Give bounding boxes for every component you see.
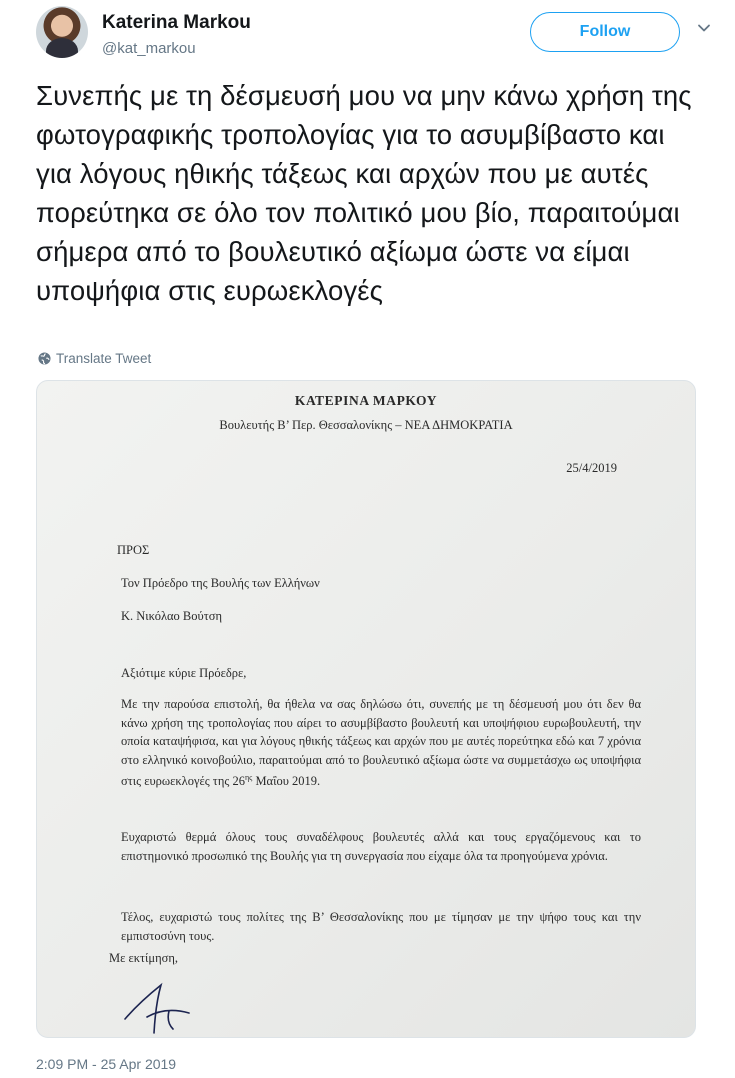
translate-label[interactable]: Translate Tweet — [56, 351, 152, 366]
tweet-text: Συνεπής με τη δέσμευσή μου να μην κάνω χρήση της φωτογραφικής τροπολογίας για το ασυμβίβαστο και για λόγους ηθικής τάξεως και αρχών που με αυτές πορεύτηκα σε όλο τον πολιτικό μου βίο, παραιτούμαι σήμερα από το βουλευτικό αξίωμα ώστε να είμαι υποψήφια στις ευρωεκλογές — [36, 80, 692, 306]
letter-paragraph-3: Τέλος, ευχαριστώ τους πολίτες της Β’ Θεσσαλονίκης που με τίμησαν με την ψήφο τους και την εμπιστοσύνη τους. — [121, 910, 641, 943]
letter-paragraph-1-text: Με την παρούσα επιστολή, θα ήθελα να σας δηλώσω ότι, συνεπής με τη δέσμευσή μου ότι δεν θα κάνω χρήση της τροπολογίας που αίρει το ασυμβίβαστο βουλευτή και υποψήφιου ευρωβουλευτή, την οποία καταψήφισα, και για λόγους ηθικής τάξεως και αρχών που με αυτές πορεύτηκα εδώ και 7 χρόνια στο ελληνικό κοινοβούλιο, παραιτούμαι από το βουλευτικό αξίωμα ώστε να συμμετάσχω ως υποψήφια στις ευρωεκλογές της 26 — [121, 697, 641, 789]
avatar[interactable] — [36, 6, 88, 58]
letter-recipient-line2: Κ. Νικόλαο Βούτση — [121, 609, 223, 623]
translate-tweet-link[interactable] — [38, 351, 151, 366]
letter-document — [37, 381, 695, 1037]
letter-paragraph-1-end: Μαΐου 2019. — [252, 774, 321, 789]
letter-ordinal-suffix: ης — [244, 773, 253, 782]
tweet-photo[interactable] — [36, 380, 696, 1038]
signature — [117, 975, 207, 1035]
follow-button[interactable]: Follow — [530, 12, 680, 52]
letter-closing: Με εκτίμηση, — [109, 951, 179, 965]
letter-sender-name: ΚΑΤΕΡΙΝΑ ΜΑΡΚΟΥ — [294, 393, 438, 408]
letter-date: 25/4/2019 — [566, 461, 617, 475]
chevron-down-icon[interactable] — [696, 20, 712, 36]
letter-pros: ΠΡΟΣ — [117, 543, 150, 557]
letter-paragraph-2: Ευχαριστώ θερμά όλους τους συναδέλφους βουλευτές αλλά και τους εργαζόμενους και το επιστημονικό προσωπικό της Βουλής για τη συνεργασία που είχαμε όλα τα προηγούμενα χρόνια. — [121, 830, 641, 863]
user-handle[interactable]: @kat_markou — [102, 40, 196, 57]
tweet-header — [36, 6, 706, 62]
letter-paragraph-1 — [121, 695, 641, 791]
letter-recipient-line1: Τον Πρόεδρο της Βουλής των Ελλήνων — [121, 576, 320, 590]
globe-icon — [38, 352, 51, 365]
letter-sender-title: Βουλευτής Β’ Περ. Θεσσαλονίκης – ΝΕΑ ΔΗΜΟΚΡΑΤΙΑ — [219, 418, 513, 432]
letter-greeting: Αξιότιμε κύριε Πρόεδρε, — [121, 666, 247, 680]
tweet-timestamp[interactable]: 2:09 PM - 25 Apr 2019 — [36, 1056, 177, 1072]
display-name[interactable]: Katerina Markou — [102, 12, 251, 33]
